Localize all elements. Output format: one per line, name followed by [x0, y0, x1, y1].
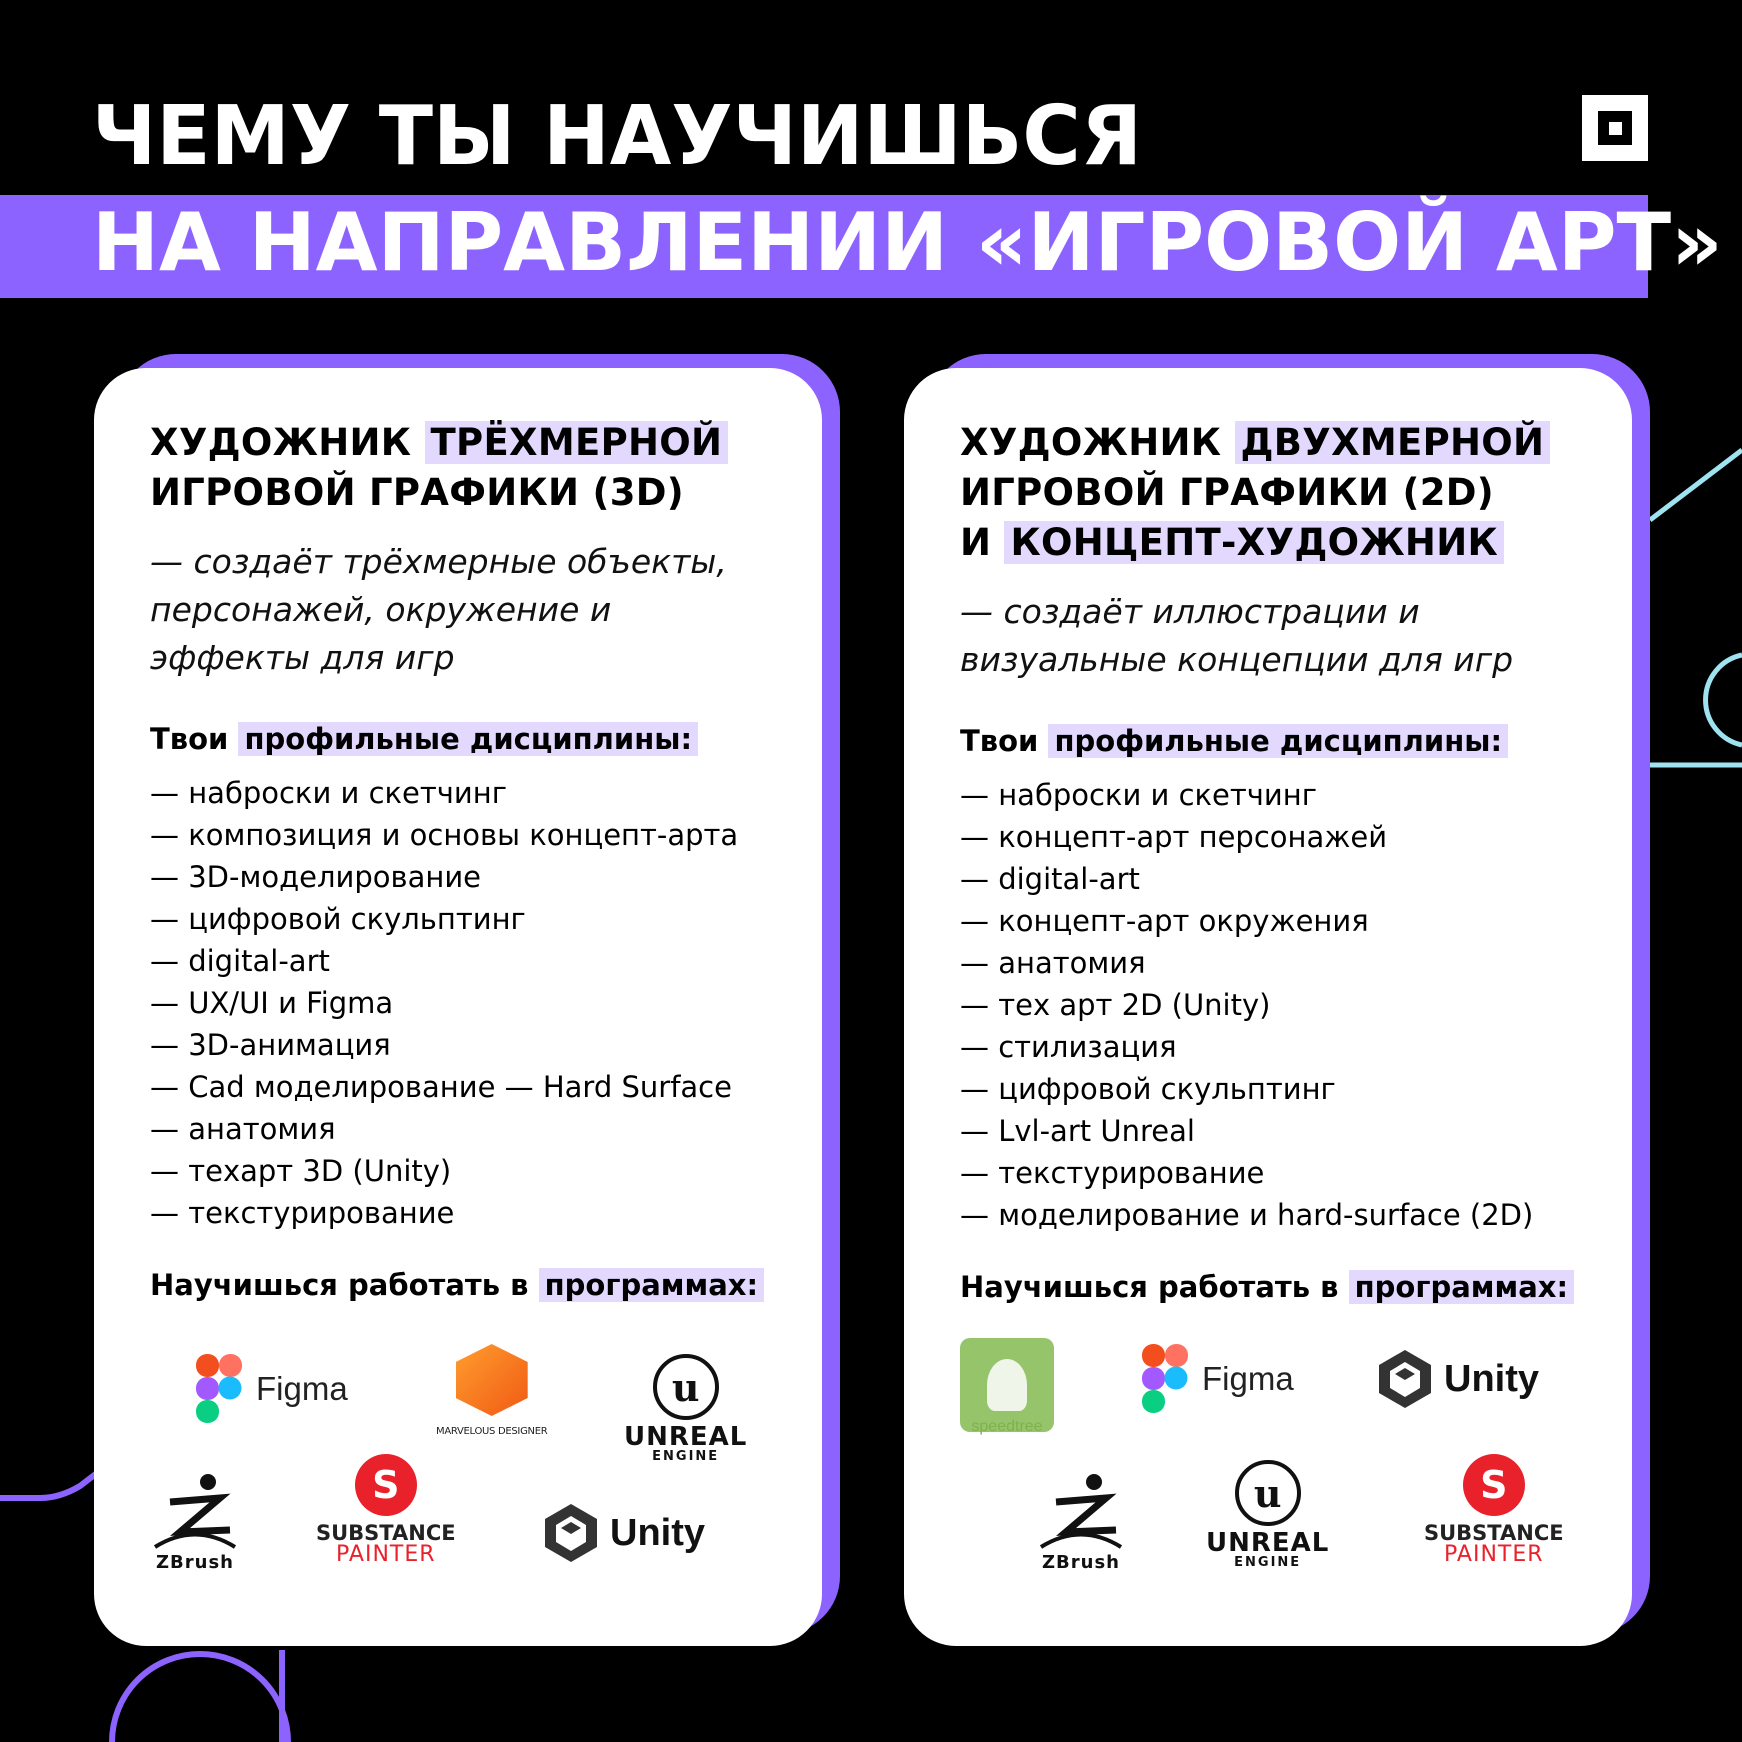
- disciplines-heading: Твои профильные дисциплины:: [960, 718, 1632, 764]
- list-item: — текстурирование: [960, 1156, 1265, 1190]
- figma-logo: Figma: [1142, 1344, 1294, 1414]
- page-title-line2: НА НАПРАВЛЕНИИ «ИГРОВОЙ АРТ»: [92, 196, 1723, 289]
- marvelous-designer-icon: [456, 1344, 528, 1416]
- list-item: — моделирование и hard-surface (2D): [960, 1198, 1534, 1232]
- list-item: — наброски и скетчинг: [150, 776, 507, 810]
- programs-heading: Научишься работать в программах:: [960, 1264, 1632, 1310]
- figma-icon: [196, 1354, 242, 1424]
- zbrush-icon: [1036, 1472, 1126, 1552]
- list-item: — Lvl-art Unreal: [960, 1114, 1195, 1148]
- unreal-icon: u: [653, 1354, 719, 1420]
- list-item: — цифровой скульптинг: [150, 902, 526, 936]
- unity-logo: Unity: [542, 1502, 705, 1564]
- substance-painter-logo: S SUBSTANCE PAINTER: [1424, 1454, 1564, 1566]
- list-item: — цифровой скульптинг: [960, 1072, 1336, 1106]
- brand-logo: [1582, 95, 1648, 161]
- list-item: — анатомия: [150, 1112, 336, 1146]
- list-item: — UX/UI и Figma: [150, 986, 394, 1020]
- disciplines-heading: Твои профильные дисциплины:: [150, 716, 822, 762]
- disciplines-list: [960, 774, 1632, 1236]
- unreal-icon: u: [1235, 1460, 1301, 1526]
- list-item: — 3D-моделирование: [150, 860, 482, 894]
- list-item: — анатомия: [960, 946, 1146, 980]
- unity-icon: [1376, 1348, 1434, 1410]
- list-item: — тех арт 2D (Unity): [960, 988, 1271, 1022]
- list-item: — концепт-арт персонажей: [960, 820, 1388, 854]
- card-heading: ХУДОЖНИК ТРЁХМЕРНОЙ ИГРОВОЙ ГРАФИКИ (3D): [150, 418, 822, 518]
- list-item: — концепт-арт окружения: [960, 904, 1369, 938]
- unity-icon: [542, 1502, 600, 1564]
- figma-icon: [1142, 1344, 1188, 1414]
- zbrush-icon: [150, 1472, 240, 1552]
- substance-icon: S: [355, 1454, 417, 1516]
- figma-logo: Figma: [196, 1354, 348, 1424]
- zbrush-logo: ZBrush: [1036, 1472, 1126, 1573]
- list-item: — текстурирование: [150, 1196, 455, 1230]
- substance-painter-logo: S SUBSTANCE PAINTER: [316, 1454, 456, 1566]
- disciplines-list: [150, 772, 822, 1234]
- card-description: — создаёт трёхмерные объекты, персонажей, окружение и эффекты для игр: [150, 542, 727, 677]
- speedtree-logo: speedtree: [960, 1338, 1054, 1436]
- unreal-engine-logo: u UNREAL ENGINE: [624, 1354, 747, 1464]
- unity-logo: Unity: [1376, 1348, 1539, 1410]
- list-item: — digital-art: [150, 944, 330, 978]
- marvelous-designer-logo: MARVELOUS DESIGNER: [436, 1344, 547, 1437]
- list-item: — Cad моделирование — Hard Surface: [150, 1070, 732, 1104]
- page-title-line1: ЧЕМУ ТЫ НАУЧИШЬСЯ: [92, 89, 1142, 184]
- zbrush-logo: ZBrush: [150, 1472, 240, 1573]
- card-heading: ХУДОЖНИК ДВУХМЕРНОЙ ИГРОВОЙ ГРАФИКИ (2D) И КОНЦЕПТ-ХУДОЖНИК: [960, 418, 1632, 568]
- card-description: — создаёт иллюстрации и визуальные концепции для игр: [960, 592, 1514, 679]
- list-item: — техарт 3D (Unity): [150, 1154, 452, 1188]
- list-item: — 3D-анимация: [150, 1028, 391, 1062]
- list-item: — композиция и основы концепт-арта: [150, 818, 739, 852]
- unreal-engine-logo: u UNREAL ENGINE: [1206, 1460, 1329, 1570]
- list-item: — наброски и скетчинг: [960, 778, 1317, 812]
- list-item: — стилизация: [960, 1030, 1177, 1064]
- substance-icon: S: [1463, 1454, 1525, 1516]
- list-item: — digital-art: [960, 862, 1140, 896]
- programs-heading: Научишься работать в программах:: [150, 1262, 822, 1308]
